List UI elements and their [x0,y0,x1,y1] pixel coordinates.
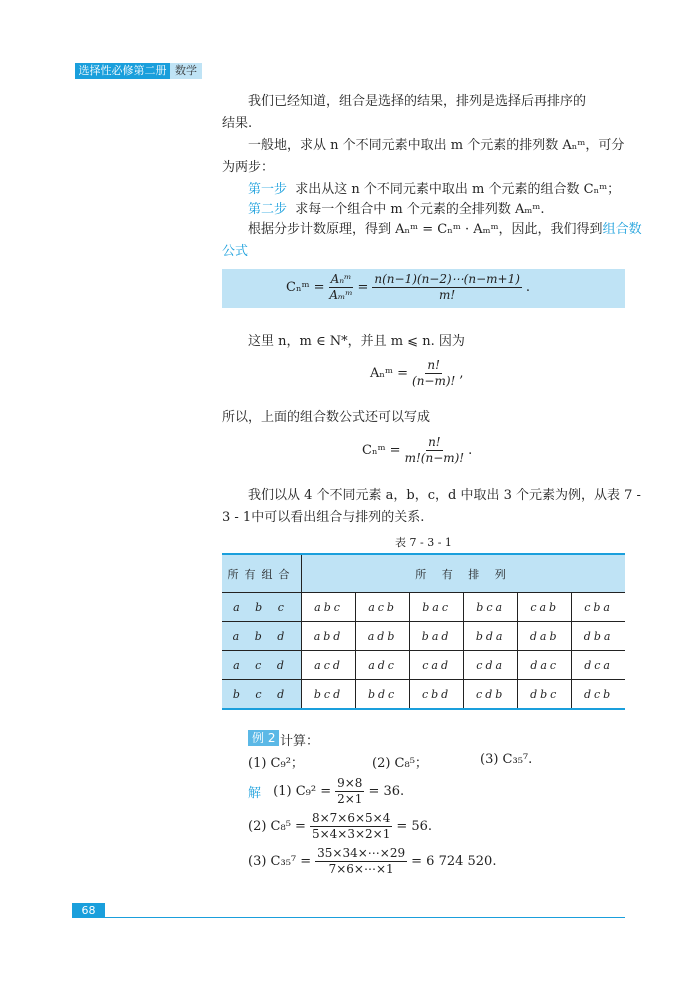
paragraph-line: 结果. [222,116,253,131]
permutation-cell: adb [356,622,410,651]
permutation-cell: cab [518,593,572,622]
period: . [468,443,473,458]
paragraph-line: 这里 n，m ∈ N*，并且 m ⩽ n. 因为 [248,334,465,349]
combination-factorial-formula [362,435,472,466]
result: = 6 724 520. [411,854,497,869]
question-1: (1) C₉²； [248,756,304,771]
question-2: (2) C₈⁵； [372,756,428,771]
numerator: n! [427,358,440,372]
result: = 36. [368,784,405,799]
paragraph-line: 我们以从 4 个不同元素 a，b，c，d 中取出 3 个元素为例，从表 7 - [248,488,641,503]
result: = 56. [396,819,433,834]
permutation-cell: bac [410,593,464,622]
paragraph-line: 所以，上面的组合数公式还可以写成 [222,410,431,425]
permutation-cell: bca [464,593,518,622]
book-title-tab: 选择性必修第二册 [75,63,170,79]
paragraph-line: 我们已经知道，组合是选择的结果，排列是选择后再排序的 [248,94,587,109]
table-header: 所 有 排 列 [302,554,626,593]
numerator: 8×7×6×5×4 [311,811,391,825]
denominator: m! [439,288,456,302]
paragraph-line: 为两步： [222,160,275,175]
step-one [248,178,620,197]
table-row [222,680,625,710]
table-caption: 表 7 - 3 - 1 [395,536,452,549]
permutation-cell: acb [356,593,410,622]
permutation-cell: bdc [356,680,410,710]
formula-box [222,269,625,308]
combination-cell: a c d [222,651,302,680]
solution-label: 解 [248,786,262,801]
footer-rule [105,917,625,918]
step-text: 求每一个组合中 m 个元素的全排列数 Aₘᵐ. [295,202,545,217]
denominator: 5×4×3×2×1 [311,827,391,841]
numerator: Aₙᵐ [330,272,352,286]
permutation-cell: dbc [518,680,572,710]
lhs: Cₙᵐ = [362,443,401,458]
permutation-cell: cad [410,651,464,680]
permutation-cell: abd [302,622,356,651]
step-two [248,198,544,217]
denominator: m!(n−m)! [404,451,465,465]
permutation-formula [370,358,464,389]
comma: , [459,366,464,381]
permutation-cell: dcb [572,680,625,710]
fraction [412,358,455,389]
table-row [222,651,625,680]
numerator: 9×8 [337,776,363,790]
permutation-cell: dac [518,651,572,680]
permutation-cell: abc [302,593,356,622]
question-3: (3) C₃₅⁷. [480,752,533,767]
example-label: 例 2 [248,730,279,746]
lhs: Aₙᵐ = [370,366,409,381]
combination-cell: a b d [222,622,302,651]
denominator: 2×1 [337,792,363,806]
table-row [222,622,625,651]
step-label: 第二步 [248,202,288,217]
permutation-cell: bad [410,622,464,651]
permutation-cell: dba [572,622,625,651]
permutation-cell: dca [572,651,625,680]
combination-cell: b c d [222,680,302,710]
lhs: (3) C₃₅⁷ = [248,854,312,869]
paragraph-line: 3 - 1中可以看出组合与排列的关系. [222,510,425,525]
fraction [310,811,392,842]
permutation-cell: bcd [302,680,356,710]
permutation-cell: cdb [464,680,518,710]
lhs: (2) C₈⁵ = [248,819,306,834]
solution-3 [248,846,496,877]
paragraph-line: 一般地，求从 n 个不同元素中取出 m 个元素的排列数 Aₙᵐ，可分 [248,138,625,153]
permutation-cell: cbd [410,680,464,710]
numerator: n(n−1)(n−2)⋯(n−m+1) [374,272,520,286]
step-text: 求出从这 n 个不同元素中取出 m 个元素的组合数 Cₙᵐ； [295,182,621,197]
lhs: Cₙᵐ = [286,280,325,295]
step-label: 第一步 [248,182,288,197]
page-number: 68 [72,903,105,918]
permutation-cell: dab [518,622,572,651]
permutation-cell: adc [356,651,410,680]
combination-cell: a b c [222,593,302,622]
permutation-cell: acd [302,651,356,680]
denominator: Aₘᵐ [329,288,353,302]
combination-table [222,553,625,710]
denominator: 7×6×⋯×1 [328,862,394,876]
period: . [525,280,531,295]
table-row [222,593,625,622]
term: 组合数 [602,222,642,237]
numerator: 35×34×⋯×29 [317,846,406,860]
subject-tab: 数学 [170,63,202,79]
permutation-cell: cda [464,651,518,680]
numerator: n! [428,435,441,449]
fraction [405,435,465,466]
lhs: (1) C₉² = [273,784,332,799]
term: 公式 [222,244,249,259]
fraction [335,776,364,807]
permutation-cell: cba [572,593,625,622]
fraction [315,846,407,877]
denominator: (n−m)! [412,374,456,388]
example-prompt: 计算： [280,734,320,749]
table-header: 所有组合 [222,554,302,593]
combination-formula [286,272,530,303]
text: 根据分步计数原理，得到 Aₙᵐ = Cₙᵐ · Aₘᵐ，因此，我们得到 [248,222,603,237]
fraction [329,272,354,303]
solution-1 [248,776,404,807]
solution-2 [248,811,432,842]
permutation-cell: bda [464,622,518,651]
paragraph-line [248,218,642,237]
fraction [372,272,522,303]
equals: = [357,280,369,295]
